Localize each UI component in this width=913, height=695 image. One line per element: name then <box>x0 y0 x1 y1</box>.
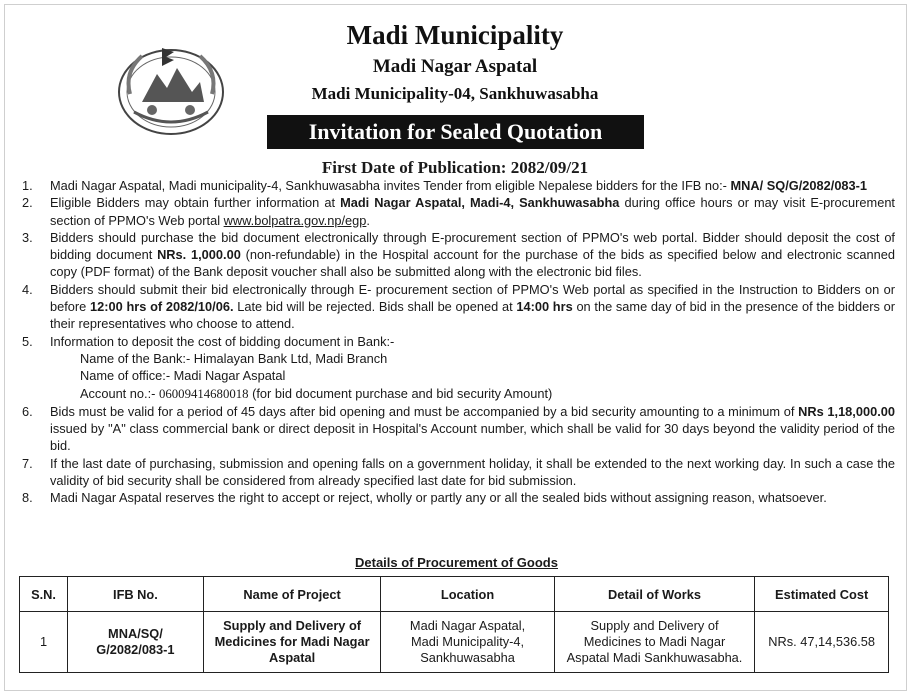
notice-banner: Invitation for Sealed Quotation <box>267 115 644 149</box>
account-line: Account no.:- 06009414680018 (for bid document purchase and bid security Amount) <box>80 385 553 401</box>
procurement-table <box>19 576 889 673</box>
list-item: 6. Bids must be valid for a period of 45 days after bid opening and must be accompanied by a bid security amounting to a minimum of NRs 1,18,000.00 issued by "A" class commercial bank or direct deposit in Hospital's Account number, which shall be valid for 30 days beyond the validity period of the bid. <box>22 403 895 454</box>
column-header: Detail of Works <box>554 577 755 612</box>
column-header: Estimated Cost <box>755 577 889 612</box>
column-header: IFB No. <box>68 577 204 612</box>
hospital-name: Madi Nagar Aspatal <box>372 56 538 77</box>
portal-link[interactable]: www.bolpatra.gov.np/egp <box>223 212 367 228</box>
column-header: Name of Project <box>203 577 381 612</box>
cost-cell: NRs. 47,14,536.58 <box>755 612 889 673</box>
column-header: S.N. <box>20 577 68 612</box>
list-item: 1. Madi Nagar Aspatal, Madi municipality-4, Sankhuwasabha invites Tender from eligible Nepalese bidders for the IFB no:- MNA/ SQ/G/2082/083-1 <box>22 178 868 193</box>
header <box>260 18 650 106</box>
ifb-cell: MNA/SQ/ G/2082/083-1 <box>68 612 204 673</box>
table-header-row <box>20 577 889 612</box>
municipality-emblem-icon <box>112 32 230 140</box>
notice-body <box>20 177 895 507</box>
list-item: 5. Information to deposit the cost of bidding document in Bank:- Name of the Bank:- Himalayan Bank Ltd, Madi Branch Name of office:- Madi Nagar Aspatal Account no.:- 06009414680018 (for bid document purchase and bid security Amount) <box>20 333 895 403</box>
column-header: Location <box>381 577 554 612</box>
sn-cell: 1 <box>20 612 68 673</box>
project-cell: Supply and Delivery of Medicines for Madi Nagar Aspatal <box>203 612 381 673</box>
list-item: 2. Eligible Bidders may obtain further information at Madi Nagar Aspatal, Madi-4, Sankhuwasabha during office hours or may visit E-procurement section of PPMO's Web portal www.bolpatra.gov.np/egp. <box>22 195 895 228</box>
list-item: 4. Bidders should submit their bid electronically through E- procurement section of PPMO's Web portal as specified in the Instruction to Bidders on or before 12:00 hrs of 2082/10/06. Late bid will be rejected. Bids shall be opened at 14:00 hrs on the same day of bid in the presence of the bidders or their representatives who choose to attend. <box>22 281 895 332</box>
table-row <box>20 612 889 673</box>
works-cell: Supply and Delivery of Medicines to Madi Nagar Aspatal Madi Sankhuwasabha. <box>554 612 755 673</box>
office-name: Name of office:- Madi Nagar Aspatal <box>80 368 286 384</box>
account-number: 06009414680018 <box>158 386 249 401</box>
list-item: 8. Madi Nagar Aspatal reserves the right to accept or reject, wholly or partly any or all the sealed bids without assigning reason, whatsoever. <box>22 490 827 506</box>
list-item: 7. If the last date of purchasing, submission and opening falls on a government holiday, it shall be extended to the next working day. In such a case the validity of bid security shall be considered from already specified last date for bid submission. <box>22 455 895 489</box>
list-item: 3. Bidders should purchase the bid document electronically through E-procurement section of PPMO's web portal. Bidder should deposit the cost of bidding document NRs. 1,000.00 (non-refundable) in the Hospital account for the purchase of the bids as specified below and electronic scanned copy (PDF format) of the Bank deposit voucher shall also be submitted along with the electronic bid files. <box>22 229 895 280</box>
procurement-table-title: Details of Procurement of Goods <box>355 555 558 570</box>
page-title: Madi Municipality <box>346 20 564 50</box>
location-cell: Madi Nagar Aspatal, Madi Municipality-4, Sankhuwasabha <box>381 612 554 673</box>
address: Madi Municipality-04, Sankhuwasabha <box>311 84 599 103</box>
publication-date: First Date of Publication: 2082/09/21 <box>321 158 589 177</box>
bank-name: Name of the Bank:- Himalayan Bank Ltd, Madi Branch <box>80 350 388 366</box>
